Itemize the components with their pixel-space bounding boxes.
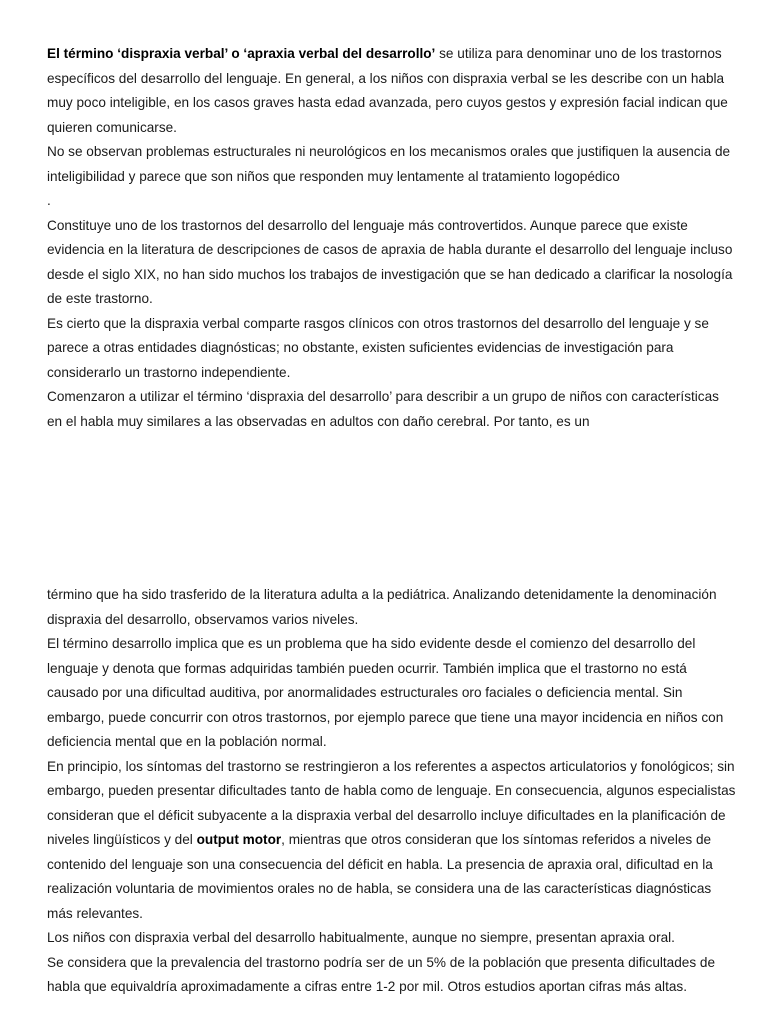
paragraph-controversy: Constituye uno de los trastornos del desarrollo del lenguaje más controvertidos. Aunque parece que existe evidencia en la literatura de descripciones de casos de apraxia de habla durante el desarrollo del lenguaje incluso desde el siglo XIX, no han sido muchos los trabajos de investigación que se han dedicado a clarificar la nosología de este trastorno. (47, 217, 733, 306)
paragraph-independence: Es cierto que la dispraxia verbal comparte rasgos clínicos con otros trastornos del desarrollo del lenguaje y se parece a otras entidades diagnósticas; no obstante, existen suficientes evidencias de investigación para considerarlo un trastorno independiente. (47, 315, 709, 380)
paragraph-period: . (47, 193, 51, 208)
paragraph-levels: término que ha sido trasferido de la literatura adulta a la pediátrica. Analizando detenidamente la denominación dispraxia del desarrollo, observamos varios niveles. (47, 587, 717, 627)
paragraph-prevalence: Se considera que la prevalencia del trastorno podría ser de un 5% de la población que presenta dificultades de habla que equivaldría aproximadamente a cifras entre 1-2 por mil. Otros estudios aportan cifras más altas. (47, 954, 716, 994)
paragraph-text: se utiliza para denominar uno de los trastornos específicos del desarrollo del lenguaje. En general, a los niños con dispraxia verbal se les describe con un habla muy poco inteligible, en los casos graves hasta edad avanzada, pero cuyos gestos y expresión facial indican que quieren comunicarse. (47, 46, 728, 135)
paragraph-development: El término desarrollo implica que es un problema que ha sido evidente desde el comienzo del desarrollo del lenguaje y denota que formas adquiridas también pueden ocurrir. También implica que el trastorno no está causado por una dificultad auditiva, por anormalidades estructurales oro faciales o deficiencia mental. Sin embargo, puede concurrir con otros trastornos, por ejemplo parece que tiene una mayor incidencia en niños con deficiencia mental que en la población normal. (47, 636, 724, 749)
paragraph-structural: No se observan problemas estructurales ni neurológicos en los mecanismos orales que justifiquen la ausencia de inteligibilidad y parece que son niños que responden muy lentamente al tratamiento logopédico (47, 144, 731, 184)
paragraph-text: , mientras que otros consideran que los síntomas referidos a niveles de contenido del lenguaje son una consecuencia del déficit en habla. La presencia de apraxia oral, dificultad en la realización voluntaria de movimientos orales no de habla, se considera una de las características diagnósticas más relevantes. (47, 832, 713, 921)
text-block-upper (47, 42, 737, 434)
paragraph-oral-apraxia: Los niños con dispraxia verbal del desarrollo habitualmente, aunque no siempre, presentan apraxia oral. (47, 930, 675, 945)
paragraph-text: En principio, los síntomas del trastorno se restringieron a los referentes a aspectos articulatorios y fonológicos; sin embargo, pueden presentar dificultades tanto de habla como de lenguaje. En consecuencia, algunos especialistas consideran que el déficit subyacente a la dispraxia verbal del desarrollo incluye dificultades en la planificación de niveles lingüísticos y del (47, 758, 736, 847)
text-block-lower (47, 583, 737, 1000)
paragraph-origin: Comenzaron a utilizar el término ‘dispraxia del desarrollo’ para describir a un grupo de niños con características en el habla muy similares a las observadas en adultos con daño cerebral. Por tanto, es un (47, 389, 719, 429)
paragraph-definition (47, 42, 737, 140)
term-highlight: output motor (196, 832, 282, 847)
paragraph-symptoms (47, 755, 737, 927)
term-highlight: El término ‘dispraxia verbal’ o ‘apraxia verbal del desarrollo’ (47, 46, 436, 61)
